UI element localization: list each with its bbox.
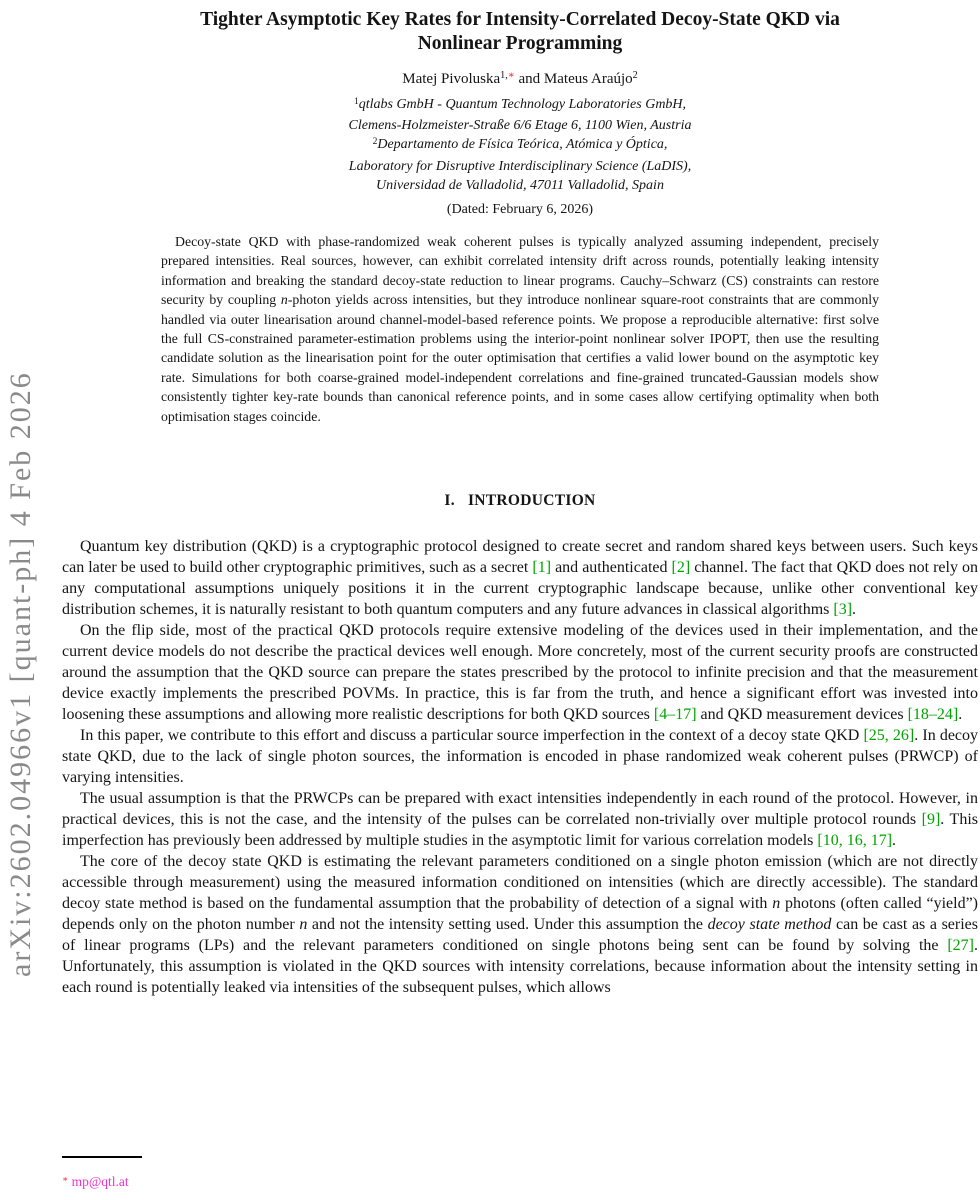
text-segment: photons (often called “yield”) depends only on the photon number xyxy=(62,895,979,934)
text-segment: and Mateus Araújo xyxy=(514,71,633,87)
text-segment: can be cast as a series of linear programs (LPs) and the relevant parameters conditioned on single photons being sent can be found by solving the xyxy=(62,916,978,955)
paragraph-1 xyxy=(62,536,978,620)
dated-line: (Dated: February 6, 2026) xyxy=(446,202,594,218)
text-segment: Universidad de Valladolid, 47011 Valladolid, Spain xyxy=(376,177,664,193)
citation-link[interactable]: [9] xyxy=(921,811,941,829)
superscript-marker: 1, xyxy=(500,70,508,82)
text-segment: n xyxy=(299,916,308,934)
text-segment: decoy state method xyxy=(707,916,832,934)
text-segment: Decoy-state QKD with phase-randomized weak coherent pulses is typically analyzed assuming independent, precisely prepared intensities. Real sources, however, can exhibit correlated intensity drift across rounds, potentially leaking intensity information and breaking the standard decoy-state reduction to linear programs. Cauchy–Schwarz (CS) constraints can restore security by coupling xyxy=(161,234,879,308)
email-link[interactable]: mp@qtl.at xyxy=(71,1174,129,1189)
paper-title-line-2: Nonlinear Programming xyxy=(417,33,623,54)
paragraph-5 xyxy=(62,851,978,998)
affiliations-block xyxy=(62,95,978,195)
abstract xyxy=(161,232,879,426)
section-heading xyxy=(62,492,978,510)
affiliation-line-4 xyxy=(62,157,978,176)
introduction-body xyxy=(62,536,978,998)
affiliation-line-3 xyxy=(62,135,978,156)
text-segment: . xyxy=(852,601,857,619)
citation-link[interactable]: [1] xyxy=(532,559,552,577)
text-segment: Quantum key distribution (QKD) is a cryptographic protocol designed to create secret and random shared keys between users. Such keys can later be used to build other cryptographic primitives, such as a secret xyxy=(62,538,978,577)
affiliation-line-5 xyxy=(62,176,978,195)
paper-title-line-1: Tighter Asymptotic Key Rates for Intensity-Correlated Decoy-State QKD via xyxy=(200,9,840,30)
citation-link[interactable]: [10, 16, 17] xyxy=(817,832,893,850)
text-segment: n xyxy=(280,292,288,308)
superscript-marker: 2 xyxy=(372,137,378,148)
citation-link[interactable]: [4–17] xyxy=(653,706,697,724)
affiliation-line-2 xyxy=(62,116,978,135)
text-segment: On the flip side, most of the practical QKD protocols require extensive modeling of the devices used in their implementation, and the current device models do not describe the practical devices well enough. More concretely, most of the current security proofs are constructed around the assumption that the QKD source can prepare the states prescribed by the protocol to infinite precision and that the measurement device exactly implements the prescribed POVMs. In practice, this is far from the truth, and hence a significant effort was invested into loosening these assumptions and allowing more realistic descriptions for both QKD sources xyxy=(62,622,978,724)
section-number: I. xyxy=(444,492,455,510)
text-segment: Matej Pivoluska xyxy=(402,71,501,87)
citation-link[interactable]: [2] xyxy=(671,559,691,577)
text-segment: The usual assumption is that the PRWCPs can be prepared with exact intensities independently in each round of the protocol. However, in practical devices, this is not the case, and the intensity of the pulses can be correlated non-trivially over multiple protocol rounds xyxy=(62,790,978,829)
corresponding-author-star: ∗ xyxy=(507,70,515,82)
superscript-marker: 2 xyxy=(632,70,638,82)
footnote-area xyxy=(62,1156,978,1200)
citation-link[interactable]: [27] xyxy=(947,937,974,955)
text-segment: Departamento de Física Teórica, Atómica y Óptica, xyxy=(377,137,668,153)
paragraph-4 xyxy=(62,788,978,851)
paragraph-3 xyxy=(62,725,978,788)
footnote-rule xyxy=(62,1156,142,1158)
corresponding-author-star: ∗ xyxy=(62,1173,69,1184)
text-segment: n xyxy=(772,895,781,913)
arxiv-watermark: arXiv:2602.04966v1 [quant-ph] 4 Feb 2026 xyxy=(4,371,37,977)
text-segment: and authenticated xyxy=(551,559,672,577)
text-segment: In this paper, we contribute to this effort and discuss a particular source imperfection in the context of a decoy state QKD xyxy=(80,727,864,745)
citation-link[interactable]: [25, 26] xyxy=(863,727,915,745)
text-segment: and not the intensity setting used. Under this assumption the xyxy=(307,916,708,934)
text-segment: . xyxy=(892,832,897,850)
text-segment: channel. The fact that QKD does not rely on any computational assumptions uniquely positions it in the current cryptographic landscape because, unlike other conventional key distribution schemes, it is naturally resistant to both quantum computers and any future advances in classical algorithms xyxy=(62,559,979,619)
text-segment: . In decoy state QKD, due to the lack of single photon sources, the information is encoded in phase randomized weak coherent pulses (PRWCP) of varying intensities. xyxy=(62,727,979,787)
text-segment: . This imperfection has previously been addressed by multiple studies in the asymptotic limit for various correlation models xyxy=(62,811,978,850)
text-segment: and QKD measurement devices xyxy=(696,706,908,724)
section-title: INTRODUCTION xyxy=(467,492,596,510)
paragraph-2 xyxy=(62,620,978,725)
paper-content xyxy=(62,0,978,998)
text-segment: . Unfortunately, this assumption is violated in the QKD sources with intensity correlations, because information about the intensity setting in each round is potentially leaked via intensities of the subsequent pulses, which allows xyxy=(62,937,978,997)
text-segment: Clemens-Holzmeister-Straße 6/6 Etage 6, 1100 Wien, Austria xyxy=(348,118,692,134)
citation-link[interactable]: [3] xyxy=(833,601,853,619)
corresponding-author-footnote xyxy=(62,1174,978,1190)
paper-title xyxy=(62,0,978,56)
affiliation-line-1 xyxy=(62,95,978,116)
authors-line xyxy=(62,70,978,90)
citation-link[interactable]: [18–24] xyxy=(907,706,959,724)
text-segment: qtlabs GmbH - Quantum Technology Laboratories GmbH, xyxy=(358,97,687,112)
text-segment: . xyxy=(958,706,963,724)
title-block xyxy=(62,0,978,219)
text-segment: The core of the decoy state QKD is estimating the relevant parameters conditioned on a single photon emission (which are not directly accessible through measurement) using the measured information conditioned on intensities (which are directly accessible). The standard decoy state method is based on the fundamental assumption that the probability of detection of a signal with xyxy=(62,853,978,913)
text-segment: Laboratory for Disruptive Interdisciplinary Science (LaDIS), xyxy=(348,158,692,174)
superscript-marker: 1 xyxy=(353,96,359,107)
text-segment: -photon yields across intensities, but they introduce nonlinear square-root constraints that are commonly handled via outer linearisation around channel-model-based reference points. We propose a reproducible alternative: first solve the full CS-constrained parameter-estimation problems using the interior-point nonlinear solver IPOPT, then use the resulting candidate solution as the linearisation point for the outer optimisation that certifies a valid lower bound on the asymptotic key rate. Simulations for both coarse-grained model-independent correlations and fine-grained truncated-Gaussian models show consistently tighter key-rate bounds than canonical reference points, and in some cases allow certifying optimality when both optimisation stages coincide. xyxy=(161,292,879,424)
